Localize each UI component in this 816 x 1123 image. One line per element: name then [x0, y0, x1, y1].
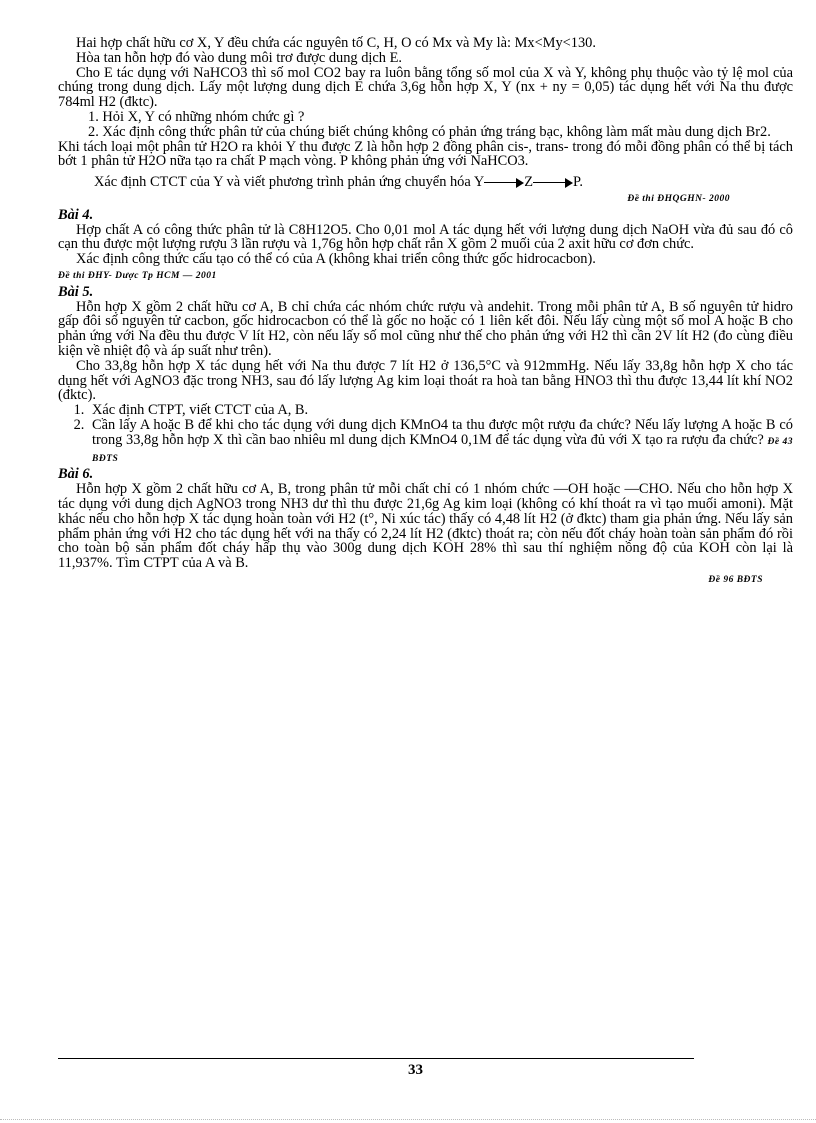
source-note: Đề thi ĐHY- Dược Tp HCM — 2001 — [58, 270, 217, 281]
page-body — [58, 36, 793, 588]
source-note: Đề 96 BĐTS — [708, 574, 763, 585]
list-item: 1. Xác định CTPT, viết CTCT của A, B. — [88, 403, 793, 418]
arrow-icon — [484, 178, 524, 188]
bai5-paragraph-1: Hỗn hợp X gồm 2 chất hữu cơ A, B chỉ chứa các nhóm chức rượu và andehit. Trong mỗi phân tử A, B số nguyên tử hidro gấp đôi số nguyên tử cacbon, gốc hidrocacbon có thể là gốc no hoặc có 1 liên kết đôi. Nếu lấy cùng một số mol A hoặc B cho phản ứng với Na đều thu được V lít H2, còn nếu lấy số mol cũng như thế cho phản ứng với H2 thì cần 2V lít H2 (đo cùng điều kiện về nhiệt độ và áp suất như trên). — [58, 298, 793, 359]
question-1: 1. Hỏi X, Y có những nhóm chức gì ? — [88, 108, 305, 125]
section-title: Bài 5. — [58, 283, 94, 300]
product-p: P. — [573, 174, 584, 191]
product-z: Z — [524, 174, 534, 191]
list-item-text: Cần lấy A hoặc B để khi cho tác dụng với dung dịch KMnO4 ta thu được một rượu đa chức? Nếu lấy lượng A hoặc B có trong 33,8g hỗn hợp X thì cần bao nhiêu ml dung dịch KMnO4 0,1M để tác dụng vừa đủ với X tạo ra rượu đa chức? — [92, 416, 793, 448]
section-title: Bài 4. — [58, 206, 94, 223]
footer-divider — [58, 1058, 694, 1059]
page-number: 33 — [408, 1062, 423, 1078]
bai4-paragraph-2: Xác định công thức cấu tạo có thể có của A (không khai triển công thức gốc hidrocacbon). — [76, 251, 596, 268]
arrow-icon — [533, 178, 573, 188]
intro-paragraph-1: Hai hợp chất hữu cơ X, Y đều chứa các nguyên tố C, H, O có Mx và My là: Mx<My<130. — [76, 35, 596, 51]
task-text: Xác định CTCT của Y và viết phương trình phản ứng chuyển hóa Y — [94, 174, 485, 191]
question-2: 2. Xác định công thức phân tử của chúng biết chúng không có phản ứng tráng bạc, không làm mất màu dung dịch Br2. — [88, 123, 771, 140]
bai6-paragraph-1: Hỗn hợp X gồm 2 chất hữu cơ A, B, trong phân tử mỗi chất chỉ có 1 nhóm chức —OH hoặc —CHO. Nếu cho hỗn hợp X tác dụng với dung dịch AgNO3 trong NH3 dư thì thu được 21,6g Ag kim loại (không có khí thoát ra vì tạo muối amoni). Mặt khác nếu cho hỗn hợp X tác dụng hoàn toàn với H2 (t°, Ni xúc tác) thấy có 4,48 lít H2 (ở đktc) tham gia phản ứng. Nếu lấy sản phẩm phản ứng với H2 cho tác dụng hết với na thấy có 2,24 lít H2 (đktc) thoát ra; còn nếu đốt cháy hoàn toàn sản phẩm đó rồi cho toàn bộ sản phẩm đốt cháy hấp thụ vào 300g dung dịch KOH 28% thì sau thí nghiệm nồng độ của KOH còn lại là 11,937%. Tìm CTPT của A và B. — [58, 481, 793, 572]
bai4-paragraph-1: Hợp chất A có công thức phân tử là C8H12O5. Cho 0,01 mol A tác dụng hết với lượng dung dịch NaOH vừa đủ sau đó cô cạn thu được một lượng rượu 3 lần rượu và 1,76g hỗn hợp chất rắn X gồm 2 muối của 2 axit hữu cơ đơn chức. — [58, 221, 793, 253]
bai5-question-list — [58, 403, 793, 466]
source-note: Đề thi ĐHQGHN- 2000 — [627, 193, 730, 204]
list-item — [88, 418, 793, 466]
source-note: Đề 43 BĐTS — [92, 436, 794, 464]
page-edge-divider — [0, 1119, 816, 1120]
intro-paragraph-2: Hòa tan hỗn hợp đó vào dung môi trơ được dung dịch E. — [76, 49, 402, 66]
bai5-paragraph-2: Cho 33,8g hỗn hợp X tác dụng hết với Na thu được 7 lít H2 ở 136,5°C và 912mmHg. Nếu lấy 33,8g hỗn hợp X cho tác dụng hết với AgNO3 đặc trong NH3, sau đó lấy lượng Ag kim loại thoát ra hoà tan bằng HNO3 thì thu được 13,44 lít khí NO2 (đktc). — [58, 357, 793, 404]
intro-paragraph-3: Cho E tác dụng với NaHCO3 thì số mol CO2 bay ra luôn bằng tổng số mol của X và Y, không phụ thuộc vào tỷ lệ mol của chúng trong dung dịch. Lấy một lượng dung dịch E chứa 3,6g hỗn hợp X, Y (nx + ny = 0,05) tác dụng hết với Na thu được 784ml H2 (đktc). — [58, 64, 793, 111]
intro-paragraph-4: Khi tách loại một phân tử H2O ra khỏi Y thu được Z là hỗn hợp 2 đồng phân cis-, trans- trong đó mỗi đồng phân có thể bị tách bớt 1 phân tử H2O nữa tạo ra chất P mạch vòng. P không phản ứng với NaHCO3. — [58, 138, 793, 170]
section-title: Bài 6. — [58, 466, 94, 483]
task-line — [58, 175, 793, 190]
